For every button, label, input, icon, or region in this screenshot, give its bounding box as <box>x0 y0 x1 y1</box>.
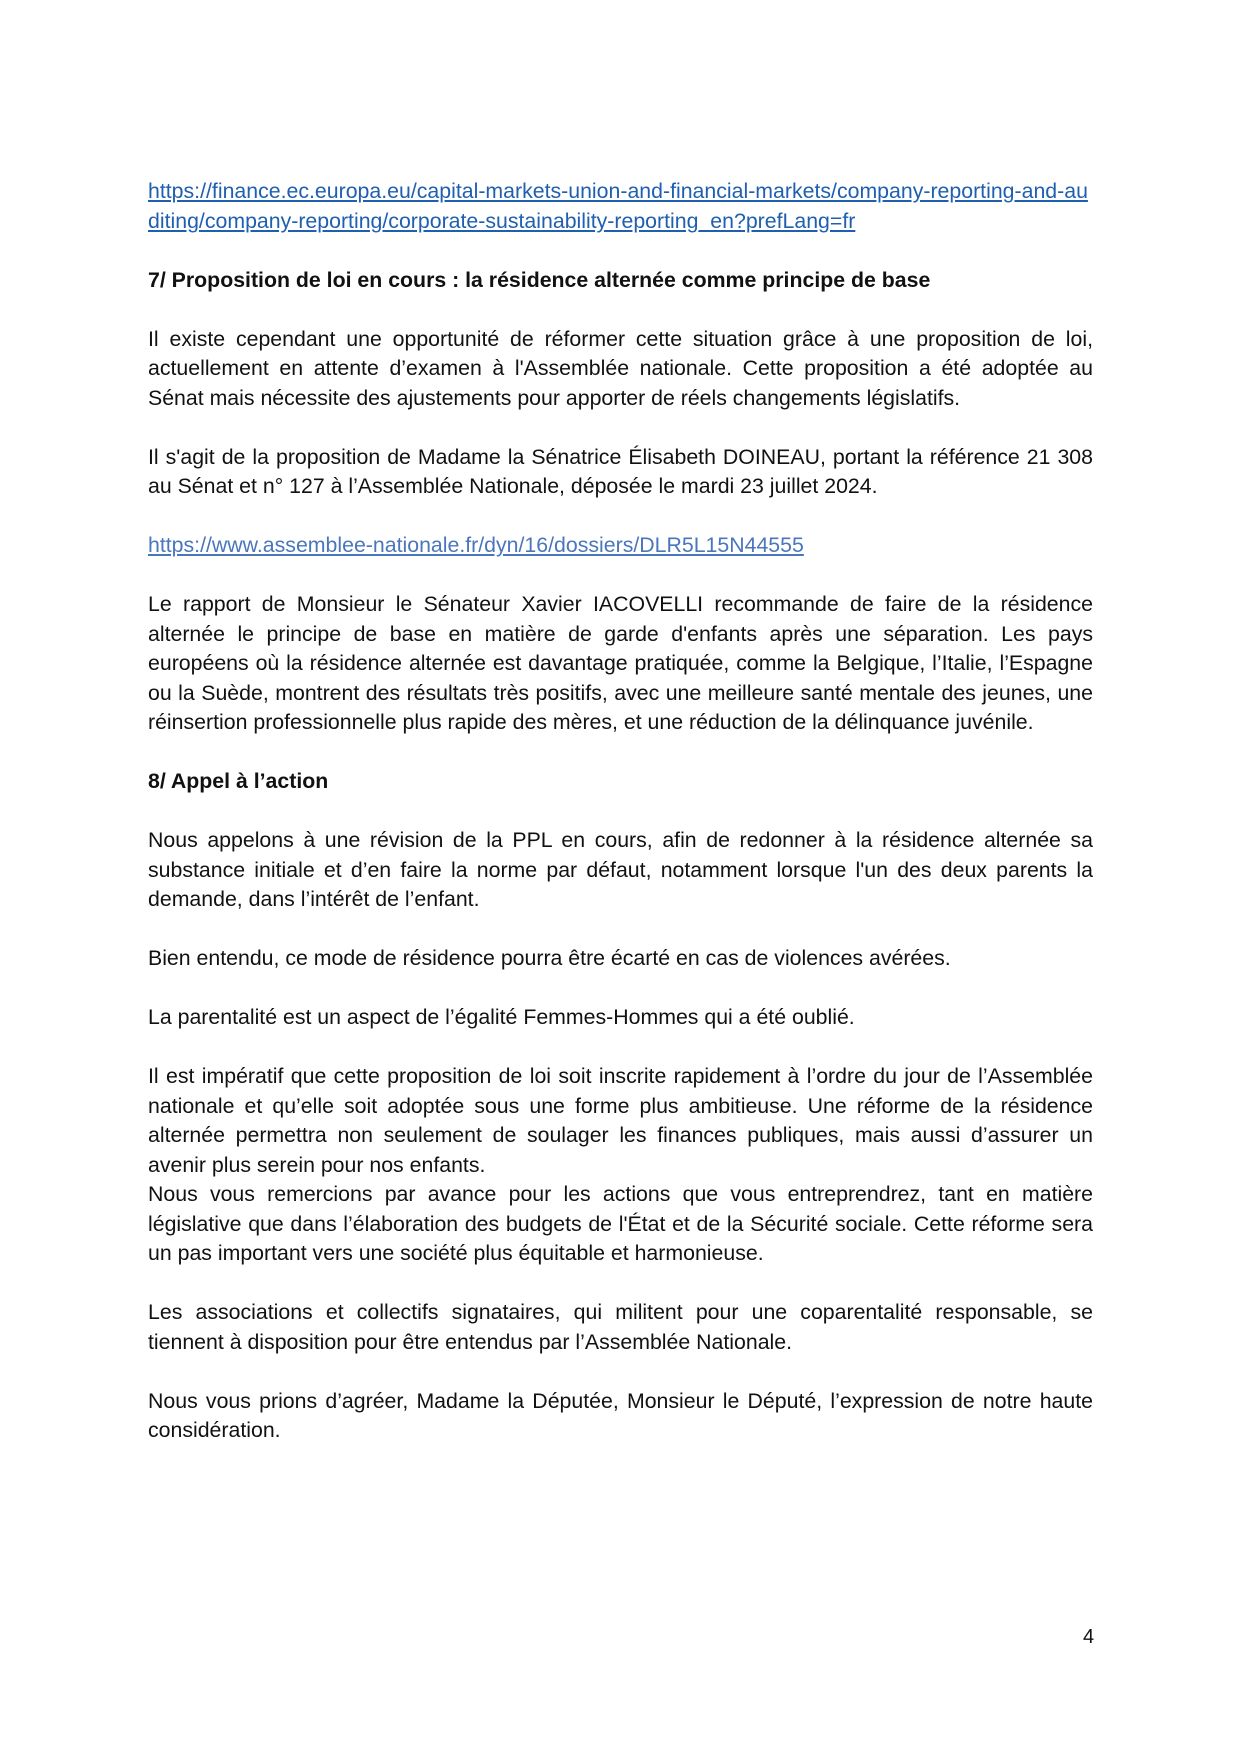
assemblee-nationale-link[interactable]: https://www.assemblee-nationale.fr/dyn/16/dossiers/DLR5L15N44555 <box>148 533 804 557</box>
section-8-paragraph-5: Nous vous remercions par avance pour les actions que vous entreprendrez, tant en matière législative que dans l’élaboration des budgets de l'État et de la Sécurité sociale. Cette réforme sera un pas important vers une société plus équitable et harmonieuse. <box>148 1182 1093 1265</box>
assemblee-nationale-link-paragraph <box>148 531 1093 561</box>
section-8-paragraph-1: Nous appelons à une révision de la PPL en cours, afin de redonner à la résidence alternée sa substance initiale et d’en faire la norme par défaut, notamment lorsque l'un des deux parents la demande, dans l’intérêt de l’enfant. <box>148 828 1093 911</box>
section-7-paragraph-2: Il s'agit de la proposition de Madame la Sénatrice Élisabeth DOINEAU, portant la référence 21 308 au Sénat et n° 127 à l’Assemblée Nationale, déposée le mardi 23 juillet 2024. <box>148 444 1093 498</box>
section-8-paragraph-3: La parentalité est un aspect de l’égalité Femmes-Hommes qui a été oublié. <box>148 1005 855 1029</box>
document-page <box>148 177 1093 1475</box>
section-7-paragraph-1: Il existe cependant une opportunité de réformer cette situation grâce à une proposition de loi, actuellement en attente d’examen à l'Assemblée nationale. Cette proposition a été adoptée au Sénat mais nécessite des ajustements pour apporter de réels changements législatifs. <box>148 326 1093 410</box>
section-8-paragraph-6: Les associations et collectifs signataires, qui militent pour une coparentalité responsable, se tiennent à disposition pour être entendus par l’Assemblée Nationale. <box>148 1300 1093 1354</box>
section-8-paragraph-4: Il est impératif que cette proposition de loi soit inscrite rapidement à l’ordre du jour de l’Assemblée nationale et qu’elle soit adoptée sous une forme plus ambitieuse. Une réforme de la résidence alternée permettra non seulement de soulager les finances publiques, mais aussi d’assurer un avenir plus serein pour nos enfants. <box>148 1064 1093 1177</box>
finance-ec-europa-link[interactable]: https://finance.ec.europa.eu/capital-markets-union-and-financial-markets/company-reporting-and-auditing/company-reporting/corporate-sustainability-reporting_en?prefLang=fr <box>148 179 1088 233</box>
page-number: 4 <box>1083 1626 1095 1648</box>
section-7-heading: 7/ Proposition de loi en cours : la résidence alternée comme principe de base <box>148 267 931 292</box>
finance-ec-link-paragraph <box>148 177 1093 236</box>
section-8-paragraph-2: Bien entendu, ce mode de résidence pourra être écarté en cas de violences avérées. <box>148 946 951 970</box>
section-7-paragraph-3: Le rapport de Monsieur le Sénateur Xavier IACOVELLI recommande de faire de la résidence alternée le principe de base en matière de garde d'enfants après une séparation. Les pays européens où la résidence alternée est davantage pratiquée, comme la Belgique, l’Italie, l’Espagne ou la Suède, montrent des résultats très positifs, avec une meilleure santé mentale des jeunes, une réinsertion professionnelle plus rapide des mères, et une réduction de la délinquance juvénile. <box>148 592 1093 734</box>
section-8-heading: 8/ Appel à l’action <box>148 769 329 793</box>
closing-paragraph: Nous vous prions d’agréer, Madame la Députée, Monsieur le Député, l’expression de notre haute considération. <box>148 1388 1093 1442</box>
